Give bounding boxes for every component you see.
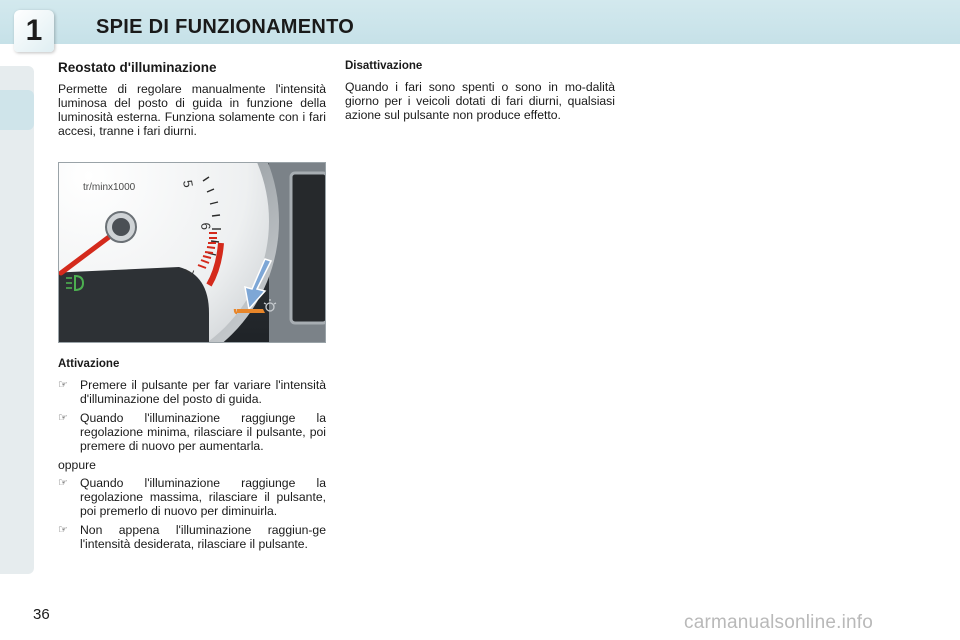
activation-bullet-1 <box>58 378 326 406</box>
deactivation-title: Disattivazione <box>345 60 423 72</box>
side-navigation-strip <box>0 66 34 574</box>
pointing-hand-icon: ☞ <box>58 524 68 536</box>
section-title: Reostato d'illuminazione <box>58 60 217 75</box>
chapter-tab <box>14 10 54 52</box>
left-column <box>58 60 326 138</box>
instrument-panel-figure <box>58 162 326 343</box>
intro-paragraph: Permette di regolare manualmente l'intensità luminosa del posto di guida in funzione della luminosità esterna. Funziona solamente con i fari accesi, tranne i fari diurni. <box>58 82 326 138</box>
bullet-text: Quando l'illuminazione raggiunge la regolazione minima, rilasciare il pulsante, poi premere di nuovo per aumentarla. <box>80 411 326 453</box>
pointing-hand-icon: ☞ <box>58 412 68 424</box>
right-column <box>345 60 615 122</box>
activation-bullet-3 <box>58 476 326 518</box>
instrument-panel-illustration <box>59 163 326 343</box>
bullet-text: Premere il pulsante per far variare l'intensità d'illuminazione del posto di guida. <box>80 378 326 406</box>
side-navigation-active-marker <box>0 90 34 130</box>
dial-number-6: 6 <box>198 221 214 231</box>
bullet-text: Non appena l'illuminazione raggiun-ge l'intensità desiderata, rilasciare il pulsante. <box>80 523 326 551</box>
dimmer-button[interactable] <box>235 309 265 313</box>
display-screen <box>291 173 326 323</box>
activation-title: Attivazione <box>58 358 120 370</box>
activation-section <box>58 358 326 556</box>
oppure-text: oppure <box>58 458 96 472</box>
watermark: carmanualsonline.info <box>684 612 874 633</box>
activation-bullet-4 <box>58 523 326 551</box>
bullet-text: Quando l'illuminazione raggiunge la regolazione massima, rilasciare il pulsante, poi premerlo di nuovo per diminuirla. <box>80 476 326 518</box>
dial-number-7: 7 <box>180 265 198 278</box>
needle-hub-center <box>112 218 130 236</box>
dial-number-5: 5 <box>180 178 197 189</box>
page-number: 36 <box>33 606 50 623</box>
activation-bullet-2 <box>58 411 326 453</box>
pointing-hand-icon: ☞ <box>58 477 68 489</box>
dial-unit-label: tr/minx1000 <box>83 182 136 193</box>
deactivation-paragraph: Quando i fari sono spenti o sono in mo-dalità giorno per i veicoli dotati di fari diurni, qualsiasi azione sul pulsante non produce effetto. <box>345 80 615 122</box>
page-title: SPIE DI FUNZIONAMENTO <box>96 16 355 38</box>
chapter-number: 1 <box>25 14 43 47</box>
pointing-hand-icon: ☞ <box>58 379 68 391</box>
